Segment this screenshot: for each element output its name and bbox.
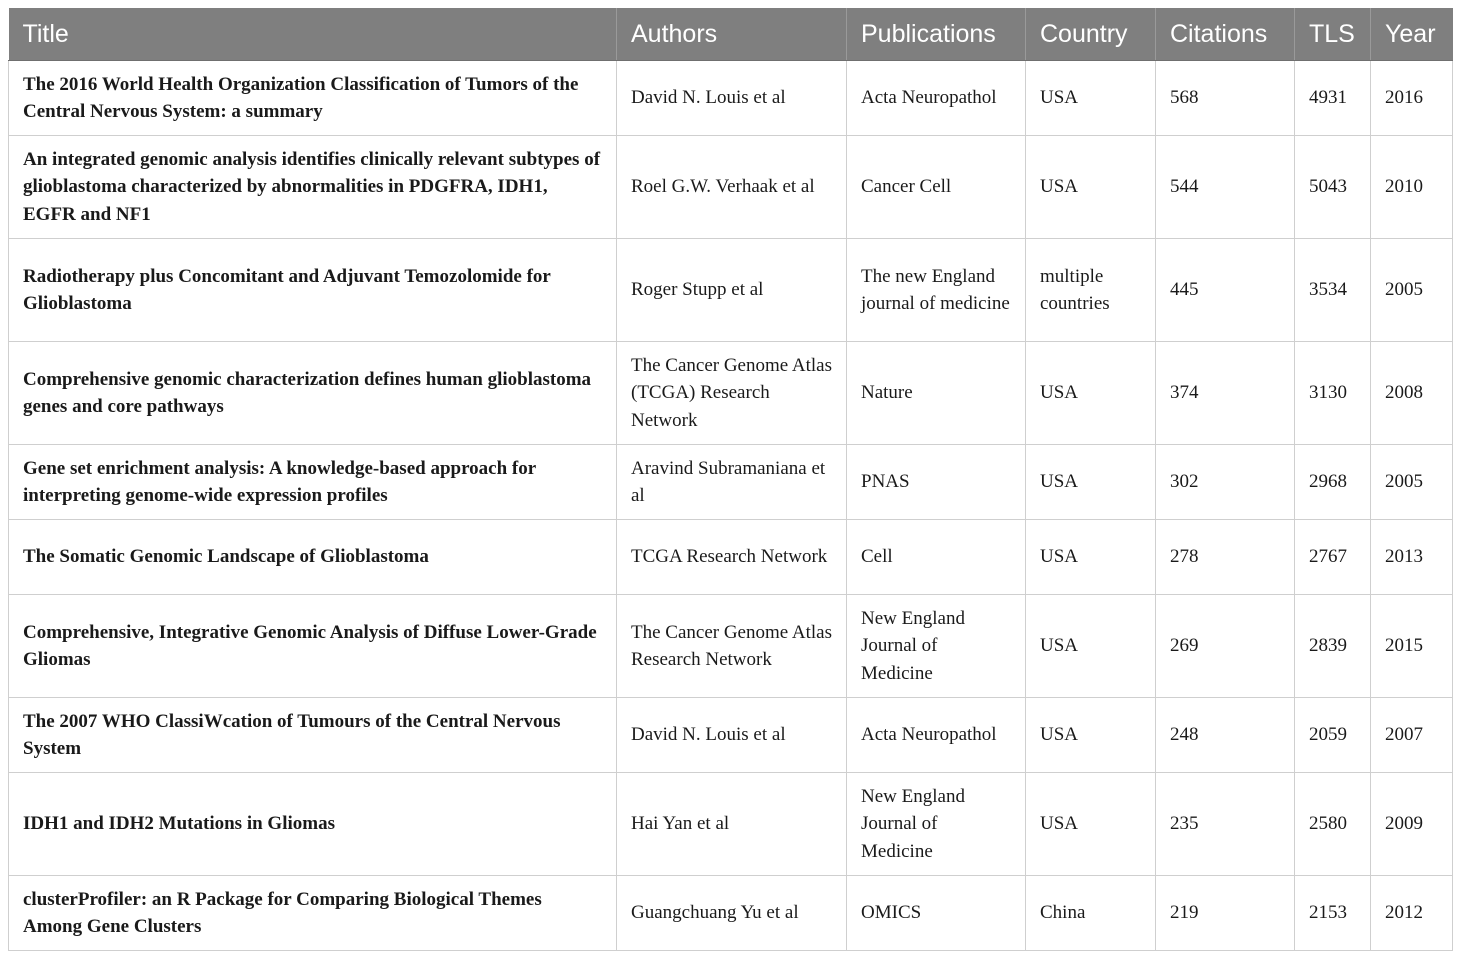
cell-citations: 278	[1156, 520, 1295, 595]
cell-citations: 269	[1156, 595, 1295, 698]
cell-citations: 544	[1156, 136, 1295, 239]
table-row	[9, 698, 1453, 773]
cell-year: 2007	[1371, 698, 1453, 773]
column-header-citations[interactable]: Citations	[1156, 8, 1295, 61]
cell-publication: Acta Neuropathol	[847, 61, 1026, 136]
cell-tls: 2580	[1295, 773, 1371, 876]
cell-authors: Roel G.W. Verhaak et al	[617, 136, 847, 239]
cell-year: 2013	[1371, 520, 1453, 595]
cell-title: Comprehensive genomic characterization defines human glioblastoma genes and core pathways	[9, 342, 617, 445]
cell-publication: Cancer Cell	[847, 136, 1026, 239]
cell-year: 2005	[1371, 445, 1453, 520]
cell-country: USA	[1026, 698, 1156, 773]
table-row	[9, 876, 1453, 951]
cell-country: multiple countries	[1026, 239, 1156, 342]
cell-tls: 2968	[1295, 445, 1371, 520]
top-cited-papers-table	[8, 8, 1453, 951]
cell-publication: Nature	[847, 342, 1026, 445]
cell-title: IDH1 and IDH2 Mutations in Gliomas	[9, 773, 617, 876]
table-row	[9, 239, 1453, 342]
cell-country: USA	[1026, 342, 1156, 445]
cell-tls: 2767	[1295, 520, 1371, 595]
column-header-title[interactable]: Title	[9, 8, 617, 61]
cell-title: The 2016 World Health Organization Classification of Tumors of the Central Nervous System: a summary	[9, 61, 617, 136]
cell-publication: New England Journal of Medicine	[847, 595, 1026, 698]
cell-publication: Cell	[847, 520, 1026, 595]
cell-title: Comprehensive, Integrative Genomic Analysis of Diffuse Lower-Grade Gliomas	[9, 595, 617, 698]
cell-publication: PNAS	[847, 445, 1026, 520]
cell-citations: 219	[1156, 876, 1295, 951]
cell-authors: Hai Yan et al	[617, 773, 847, 876]
cell-country: USA	[1026, 61, 1156, 136]
cell-authors: David N. Louis et al	[617, 61, 847, 136]
cell-citations: 235	[1156, 773, 1295, 876]
cell-year: 2015	[1371, 595, 1453, 698]
cell-publication: The new England journal of medicine	[847, 239, 1026, 342]
cell-year: 2012	[1371, 876, 1453, 951]
column-header-year[interactable]: Year	[1371, 8, 1453, 61]
cell-tls: 3534	[1295, 239, 1371, 342]
cell-year: 2016	[1371, 61, 1453, 136]
cell-citations: 374	[1156, 342, 1295, 445]
cell-country: China	[1026, 876, 1156, 951]
cell-year: 2009	[1371, 773, 1453, 876]
column-header-country[interactable]: Country	[1026, 8, 1156, 61]
cell-citations: 248	[1156, 698, 1295, 773]
cell-authors: TCGA Research Network	[617, 520, 847, 595]
cell-authors: Roger Stupp et al	[617, 239, 847, 342]
cell-country: USA	[1026, 520, 1156, 595]
cell-tls: 2153	[1295, 876, 1371, 951]
cell-title: The 2007 WHO ClassiWcation of Tumours of the Central Nervous System	[9, 698, 617, 773]
column-header-tls[interactable]: TLS	[1295, 8, 1371, 61]
cell-citations: 445	[1156, 239, 1295, 342]
cell-tls: 5043	[1295, 136, 1371, 239]
cell-publication: OMICS	[847, 876, 1026, 951]
table-row	[9, 595, 1453, 698]
cell-country: USA	[1026, 773, 1156, 876]
cell-title: An integrated genomic analysis identifies clinically relevant subtypes of glioblastoma characterized by abnormalities in PDGFRA, IDH1, EGFR and NF1	[9, 136, 617, 239]
cell-title: The Somatic Genomic Landscape of Glioblastoma	[9, 520, 617, 595]
cell-authors: David N. Louis et al	[617, 698, 847, 773]
cell-year: 2008	[1371, 342, 1453, 445]
citations-table-container	[8, 8, 1452, 951]
table-row	[9, 342, 1453, 445]
cell-authors: Aravind Subramaniana et al	[617, 445, 847, 520]
table-row	[9, 520, 1453, 595]
cell-title: clusterProfiler: an R Package for Comparing Biological Themes Among Gene Clusters	[9, 876, 617, 951]
cell-publication: Acta Neuropathol	[847, 698, 1026, 773]
cell-tls: 3130	[1295, 342, 1371, 445]
cell-authors: The Cancer Genome Atlas (TCGA) Research Network	[617, 342, 847, 445]
cell-authors: Guangchuang Yu et al	[617, 876, 847, 951]
cell-country: USA	[1026, 136, 1156, 239]
column-header-authors[interactable]: Authors	[617, 8, 847, 61]
cell-title: Radiotherapy plus Concomitant and Adjuvant Temozolomide for Glioblastoma	[9, 239, 617, 342]
cell-tls: 2059	[1295, 698, 1371, 773]
table-header-row	[9, 8, 1453, 61]
table-row	[9, 61, 1453, 136]
cell-tls: 2839	[1295, 595, 1371, 698]
cell-publication: New England Journal of Medicine	[847, 773, 1026, 876]
table-row	[9, 445, 1453, 520]
cell-title: Gene set enrichment analysis: A knowledge-based approach for interpreting genome-wide expression profiles	[9, 445, 617, 520]
column-header-publications[interactable]: Publications	[847, 8, 1026, 61]
cell-year: 2010	[1371, 136, 1453, 239]
cell-country: USA	[1026, 445, 1156, 520]
table-row	[9, 773, 1453, 876]
cell-citations: 568	[1156, 61, 1295, 136]
table-row	[9, 136, 1453, 239]
cell-tls: 4931	[1295, 61, 1371, 136]
cell-country: USA	[1026, 595, 1156, 698]
cell-authors: The Cancer Genome Atlas Research Network	[617, 595, 847, 698]
cell-citations: 302	[1156, 445, 1295, 520]
cell-year: 2005	[1371, 239, 1453, 342]
